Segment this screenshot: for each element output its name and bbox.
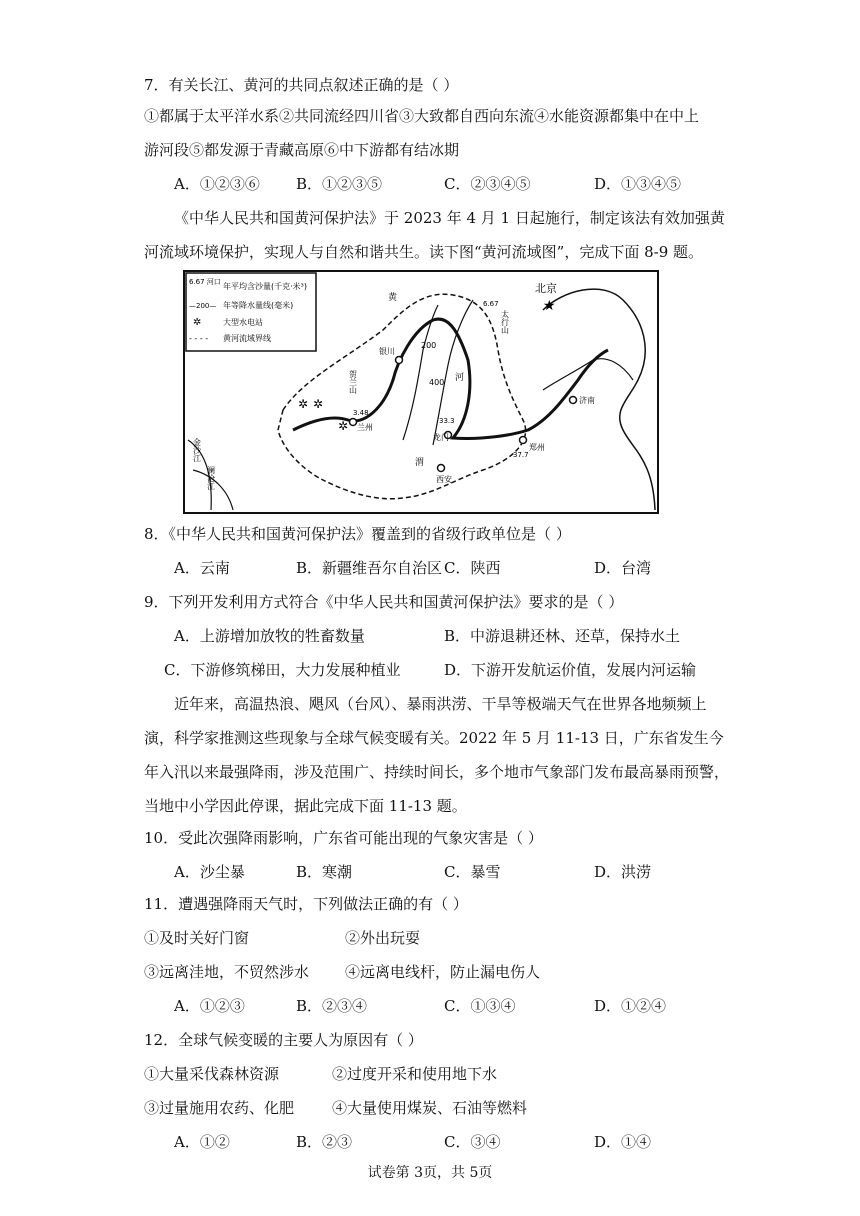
yellow-river-basin-map	[183, 270, 659, 514]
q10-option-a: A．沙尘暴	[174, 863, 245, 881]
q9-option-c: C．下游修筑梯田，大力发展种植业	[164, 661, 401, 679]
q7-option-b: B．①②③⑤	[296, 175, 383, 193]
q8-option-c: C．陕西	[444, 559, 501, 577]
q7-statements-line2: 游河段⑤都发源于青藏高原⑥中下游都有结冰期	[144, 141, 460, 159]
map-label-400: 400	[429, 378, 445, 387]
legend-sample-hydropower-icon: ✲	[193, 317, 202, 328]
intro-weather-line2: 演，科学家推测这些现象与全球气候变暖有关。2022 年 5 月 11-13 日，广东省发生今	[144, 729, 724, 747]
q7-option-d: D．①③④⑤	[594, 175, 682, 193]
page-footer: 试卷第 3页，共 5页	[367, 1165, 493, 1181]
q11-item2: ②外出玩耍	[345, 929, 421, 947]
q8-option-b: B．新疆维吾尔自治区	[296, 559, 443, 577]
legend-sample-sediment: 6.67 河口	[189, 278, 221, 286]
map-legend	[186, 273, 316, 351]
q8-option-a: A．云南	[174, 559, 230, 577]
q9-option-a: A．上游增加放牧的牲畜数量	[174, 627, 365, 645]
q12-item4: ④大量使用煤炭、石油等燃料	[332, 1099, 528, 1117]
q11-item1: ①及时关好门窗	[144, 929, 250, 947]
map-label-jinsha: 金沙江	[192, 438, 202, 462]
q12-stem: 12．全球气候变暖的主要人为原因有（ ）	[144, 1031, 423, 1049]
q12-item1: ①大量采伐森林资源	[144, 1065, 280, 1083]
q11-option-c: C．①③④	[444, 997, 516, 1015]
map-label-lancang: 澜沧江	[206, 466, 216, 490]
svg-text:✲: ✲	[338, 419, 349, 433]
svg-text:★: ★	[543, 298, 556, 314]
intro-weather-line3: 年入汛以来最强降雨，涉及范围广、持续时间长，多个地市气象部门发布最高暴雨预警，	[144, 763, 730, 781]
map-label-helan: 贺兰山	[348, 370, 358, 394]
intro-weather-line4: 当地中小学因此停课，据此完成下面 11-13 题。	[144, 797, 467, 815]
q11-stem: 11．遭遇强降雨天气时，下列做法正确的有（ ）	[144, 895, 468, 913]
q7-option-a: A．①②③⑥	[174, 175, 260, 193]
map-label-zhengzhou: 郑州	[529, 443, 545, 452]
q10-stem: 10．受此次强降雨影响，广东省可能出现的气象灾害是（ ）	[144, 829, 543, 847]
svg-text:✲: ✲	[313, 397, 324, 411]
q8-option-d: D．台湾	[594, 559, 652, 577]
q12-item3: ③过量施用农药、化肥	[144, 1099, 295, 1117]
map-label-sediment-longmen: 33.3	[439, 417, 455, 425]
intro-weather-line1: 近年来，高温热浪、飓风（台风）、暴雨洪涝、干旱等极端天气在世界各地频频上	[174, 695, 707, 713]
q7-stem: 7．有关长江、黄河的共同点叙述正确的是（ ）	[144, 76, 459, 94]
map-label-sediment-hekou: 6.67	[483, 300, 499, 308]
map-label-longmen: 龙门	[433, 433, 449, 442]
map-label-wei: 渭	[415, 458, 425, 468]
q11-option-d: D．①②④	[594, 997, 667, 1015]
q12-option-c: C．③④	[444, 1133, 501, 1151]
q10-option-b: B．寒潮	[296, 863, 353, 881]
svg-text:✲: ✲	[298, 397, 309, 411]
q12-option-a: A．①②	[174, 1133, 230, 1151]
intro-yellow-river-line1: 《中华人民共和国黄河保护法》于 2023 年 4 月 1 日起施行，制定该法有效加强黄	[174, 209, 725, 227]
map-label-sediment-lanzhou: 3.48	[353, 409, 369, 417]
q11-item3: ③远离洼地，不贸然涉水	[144, 963, 310, 981]
q9-stem: 9．下列开发利用方式符合《中华人民共和国黄河保护法》要求的是（ ）	[144, 593, 624, 611]
legend-sample-rainfall: —200—	[189, 302, 217, 310]
legend-label-boundary: 黄河流域界线	[223, 334, 271, 343]
q11-item4: ④远离电线杆，防止漏电伤人	[345, 963, 541, 981]
map-label-200: 200	[421, 341, 437, 350]
map-label-sediment-zhengzhou: 37.7	[513, 451, 529, 459]
q10-option-c: C．暴雪	[444, 863, 501, 881]
map-label-jinan: 济南	[579, 396, 595, 405]
q11-option-b: B．②③④	[296, 997, 368, 1015]
legend-sample-boundary: - - - -	[189, 334, 209, 343]
map-label-yinchuan: 银川	[379, 347, 395, 356]
map-label-lanzhou: 兰州	[357, 423, 373, 432]
map-label-taihang: 太行山	[500, 310, 510, 334]
q7-statements-line1: ①都属于太平洋水系②共同流经四川省③大致都自西向东流④水能资源都集中在中上	[144, 107, 700, 125]
q9-option-b: B．中游退耕还林、还草，保持水土	[444, 627, 681, 645]
map-label-xian: 西安	[436, 475, 452, 484]
q12-option-b: B．②③	[296, 1133, 353, 1151]
q10-option-d: D．洪涝	[594, 863, 652, 881]
q12-option-d: D．①④	[594, 1133, 652, 1151]
q9-option-d: D．下游开发航运价值，发展内河运输	[444, 661, 697, 679]
q7-option-c: C．②③④⑤	[444, 175, 531, 193]
intro-yellow-river-line2: 河流域环境保护，实现人与自然和谐共生。读下图“黄河流域图”，完成下面 8-9 题。	[144, 243, 704, 261]
q12-item2: ②过度开采和使用地下水	[332, 1065, 498, 1083]
map-label-he: 河	[455, 373, 465, 383]
map-label-huang: 黄	[388, 293, 398, 303]
map-label-beijing: 北京	[535, 282, 557, 295]
q8-stem: 8．《中华人民共和国黄河保护法》覆盖到的省级行政单位是（ ）	[144, 525, 571, 543]
legend-label-rainfall: 年等降水量线(毫米)	[223, 301, 294, 310]
legend-label-hydropower: 大型水电站	[223, 318, 263, 327]
q11-option-a: A．①②③	[174, 997, 245, 1015]
legend-label-sediment: 年平均含沙量(千克·米³)	[223, 282, 307, 291]
